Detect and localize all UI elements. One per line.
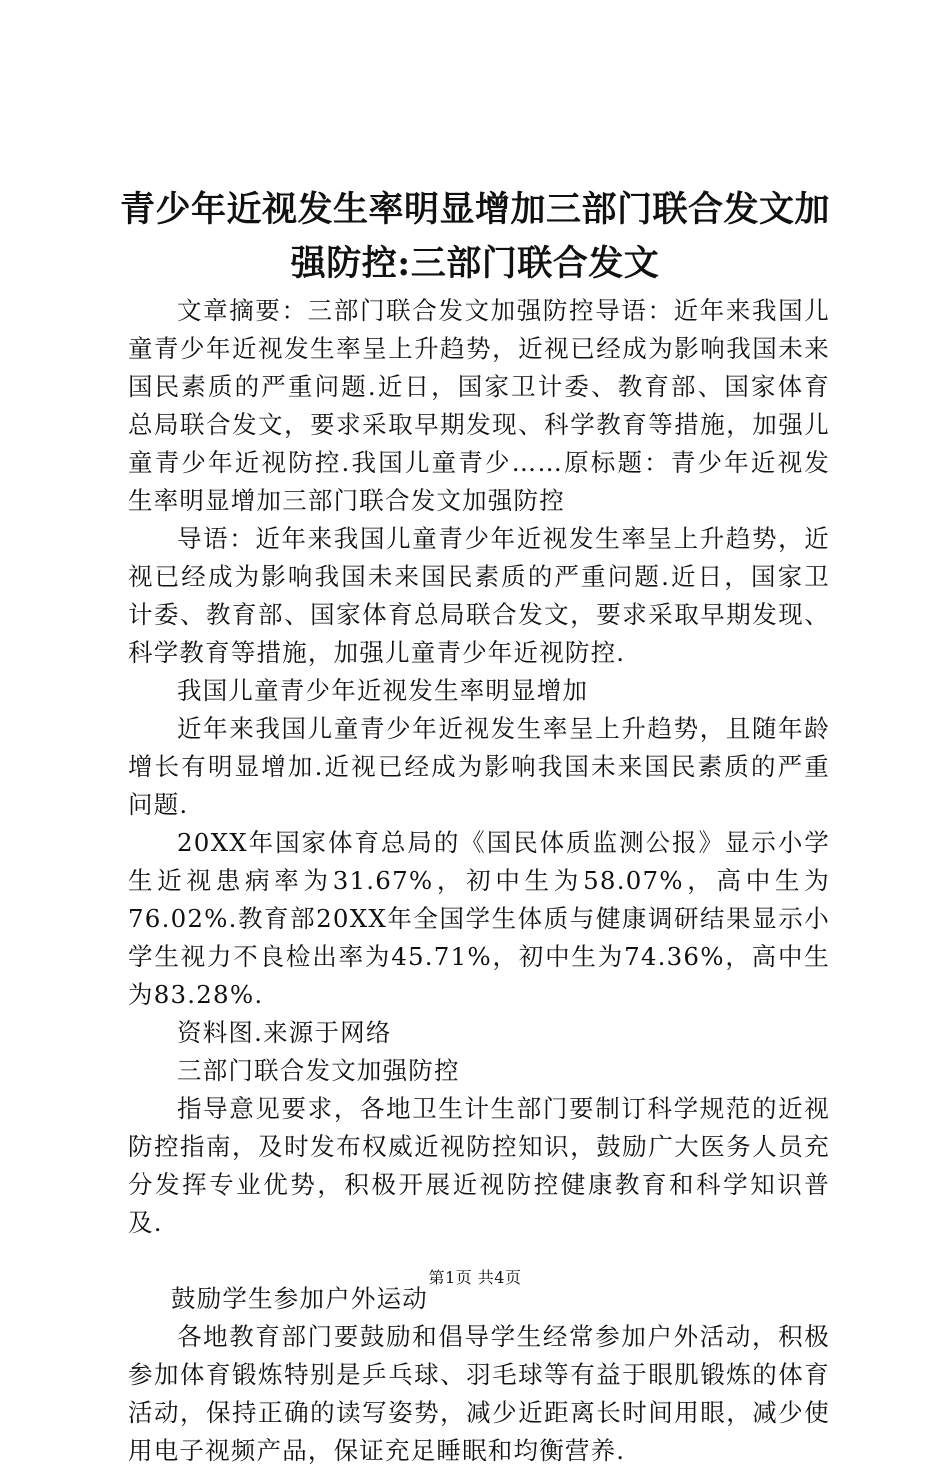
section-heading: 我国儿童青少年近视发生率明显增加 bbox=[177, 676, 589, 705]
abstract-paragraph: 文章摘要：三部门联合发文加强防控导语：近年来我国儿童青少年近视发生率呈上升趋势，近视已经成为影响我国未来国民素质的严重问题.近日，国家卫计委、教育部、国家体育总局联合发文，要求采取早期发现、科学教育等措施，加强儿童青少年近视防控.我国儿童青少……原标题：青少年近视发生率明显增加三部门联合发文加强防控 bbox=[128, 296, 830, 515]
body-paragraph: 指导意见要求，各地卫生计生部门要制订科学规范的近视防控指南，及时发布权威近视防控知识，鼓励广大医务人员充分发挥专业优势，积极开展近视防控健康教育和科学知识普及. bbox=[128, 1094, 830, 1237]
body-paragraph: 各地教育部门要鼓励和倡导学生经常参加户外活动，积极参加体育锻炼特别是乒乓球、羽毛球等有益于眼肌锻炼的体育活动，保持正确的读写姿势，减少近距离长时间用眼，减少使用电子视频产品，保证充足睡眠和均衡营养. bbox=[128, 1322, 830, 1465]
statistics-paragraph: 20XX年国家体育总局的《国民体质监测公报》显示小学生近视患病率为31.67%，初中生为58.07%，高中生为76.02%.教育部20XX年全国学生体质与健康调研结果显示小学生视力不良检出率为45.71%，初中生为74.36%，高中生为83.28%. bbox=[128, 828, 830, 1009]
intro-paragraph: 导语：近年来我国儿童青少年近视发生率呈上升趋势，近视已经成为影响我国未来国民素质的严重问题.近日，国家卫计委、教育部、国家体育总局联合发文，要求采取早期发现、科学教育等措施，加强儿童青少年近视防控. bbox=[128, 524, 830, 667]
section-heading: 三部门联合发文加强防控 bbox=[177, 1056, 460, 1085]
body-paragraph: 近年来我国儿童青少年近视发生率呈上升趋势，且随年龄增长有明显增加.近视已经成为影响我国未来国民素质的严重问题. bbox=[128, 714, 830, 819]
section-heading: 鼓励学生参加户外运动 bbox=[171, 1284, 428, 1313]
page-number-footer: 第1页 共4页 bbox=[428, 1268, 522, 1287]
document-body bbox=[128, 292, 830, 1470]
document-title: 青少年近视发生率明显增加三部门联合发文加强防控:三部门联合发文 bbox=[119, 189, 830, 284]
image-caption: 资料图.来源于网络 bbox=[177, 1018, 392, 1047]
